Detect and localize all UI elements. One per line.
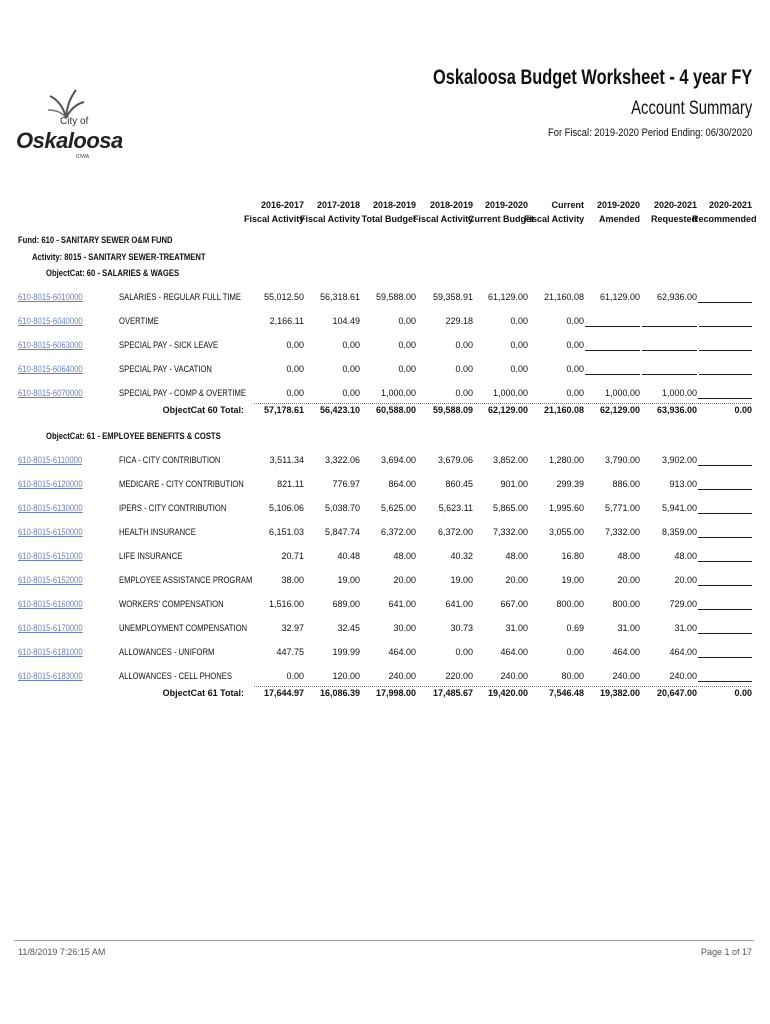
- city-logo: [16, 88, 123, 168]
- cell-value: 447.75: [276, 647, 304, 657]
- cell-value: 1,000.00: [492, 388, 528, 398]
- cell-value: 0.00: [510, 364, 528, 374]
- section-total-row: [0, 405, 770, 419]
- entry-blank[interactable]: [699, 326, 752, 327]
- cell-value: 464.00: [612, 647, 640, 657]
- cell-value: 40.48: [337, 551, 360, 561]
- cell-value: 8,359.00: [661, 527, 697, 537]
- cell-value: 0.00: [342, 388, 360, 398]
- cell-value: 80.00: [561, 671, 584, 681]
- account-link[interactable]: 610-8015-6183000: [18, 671, 83, 681]
- cell-value: 20.71: [281, 551, 304, 561]
- table-row: [0, 623, 770, 639]
- report-subtitle: Account Summary: [630, 98, 752, 119]
- cell-value: 641.00: [388, 599, 416, 609]
- account-description: IPERS - CITY CONTRIBUTION: [119, 503, 227, 513]
- account-link[interactable]: 610-8015-6120000: [18, 479, 83, 489]
- cell-value: 19.00: [450, 575, 473, 585]
- account-description: SPECIAL PAY - COMP & OVERTIME: [119, 388, 246, 398]
- account-description: MEDICARE - CITY CONTRIBUTION: [119, 479, 244, 489]
- cell-value: 31.00: [505, 623, 528, 633]
- cell-value: 860.45: [445, 479, 473, 489]
- logo-name-text: Oskaloosa: [16, 128, 123, 153]
- cell-value: 30.00: [393, 623, 416, 633]
- cell-value: 48.00: [617, 551, 640, 561]
- entry-blank[interactable]: [585, 350, 640, 351]
- account-link[interactable]: 610-8015-6130000: [18, 503, 83, 513]
- total-value: 0.00: [734, 405, 752, 415]
- print-timestamp: 11/8/2019 7:26:15 AM: [18, 947, 106, 957]
- cell-value: 48.00: [505, 551, 528, 561]
- cell-value: 120.00: [332, 671, 360, 681]
- entry-blank[interactable]: [698, 585, 752, 586]
- column-header-line2: Fiscal Activity: [300, 214, 361, 224]
- entry-blank[interactable]: [698, 681, 752, 682]
- entry-blank[interactable]: [698, 633, 752, 634]
- entry-blank[interactable]: [699, 374, 752, 375]
- column-header-line1: 2019-2020: [484, 200, 528, 210]
- cell-value: 1,516.00: [268, 599, 304, 609]
- cell-value: 1,995.60: [548, 503, 584, 513]
- entry-blank[interactable]: [698, 561, 752, 562]
- column-header-line2: Requested: [650, 214, 697, 224]
- account-link[interactable]: 610-8015-6040000: [18, 316, 83, 326]
- column-header-line1: Current: [551, 200, 584, 210]
- account-link[interactable]: 610-8015-6064000: [18, 364, 83, 374]
- total-value: 17,644.97: [263, 688, 304, 698]
- cell-value: 5,941.00: [661, 503, 697, 513]
- total-value: 16,086.39: [319, 688, 360, 698]
- cell-value: 5,623.11: [438, 503, 473, 513]
- cell-value: 864.00: [388, 479, 416, 489]
- cell-value: 689.00: [332, 599, 360, 609]
- cell-value: 30.73: [450, 623, 473, 633]
- column-header: [244, 198, 304, 226]
- cell-value: 5,847.74: [324, 527, 360, 537]
- table-row: [0, 575, 770, 591]
- column-header-line1: 2017-2018: [316, 200, 360, 210]
- account-description: UNEMPLOYMENT COMPENSATION: [119, 623, 248, 633]
- cell-value: 800.00: [556, 599, 584, 609]
- cell-value: 21,160.08: [543, 292, 584, 302]
- cell-value: 0.00: [566, 647, 584, 657]
- cell-value: 48.00: [393, 551, 416, 561]
- cell-value: 800.00: [612, 599, 640, 609]
- total-value: 59,588.09: [432, 405, 473, 415]
- cell-value: 0.00: [286, 340, 304, 350]
- cell-value: 3,694.00: [380, 455, 416, 465]
- cell-value: 886.00: [612, 479, 640, 489]
- account-link[interactable]: 610-8015-6070000: [18, 388, 83, 398]
- cell-value: 6,372.00: [380, 527, 416, 537]
- cell-value: 20.00: [674, 575, 697, 585]
- total-value: 19,382.00: [599, 688, 640, 698]
- entry-blank[interactable]: [642, 326, 697, 327]
- cell-value: 0.69: [566, 623, 584, 633]
- account-description: LIFE INSURANCE: [119, 551, 183, 561]
- cell-value: 3,511.34: [269, 455, 304, 465]
- cell-value: 0.00: [398, 340, 416, 350]
- account-description: OVERTIME: [119, 316, 159, 326]
- cell-value: 0.00: [455, 364, 473, 374]
- cell-value: 40.32: [450, 551, 473, 561]
- entry-blank[interactable]: [585, 326, 640, 327]
- table-row: [0, 316, 770, 332]
- cell-value: 31.00: [617, 623, 640, 633]
- cell-value: 299.39: [556, 479, 584, 489]
- cell-value: 5,038.70: [324, 503, 360, 513]
- cell-value: 61,129.00: [487, 292, 528, 302]
- cell-value: 1,000.00: [661, 388, 697, 398]
- cell-value: 7,332.00: [492, 527, 528, 537]
- column-header: [468, 198, 534, 226]
- table-row: [0, 292, 770, 308]
- account-link[interactable]: 610-8015-6170000: [18, 623, 83, 633]
- cell-value: 31.00: [674, 623, 697, 633]
- table-row: [0, 503, 770, 519]
- column-header: [413, 198, 473, 226]
- cell-value: 2,166.11: [269, 316, 304, 326]
- entry-blank[interactable]: [642, 350, 697, 351]
- entry-blank[interactable]: [698, 465, 752, 466]
- column-header-line1: 2018-2019: [372, 200, 416, 210]
- total-value: 62,129.00: [599, 405, 640, 415]
- table-row: [0, 527, 770, 543]
- cell-value: 5,625.00: [380, 503, 416, 513]
- cell-value: 5,106.06: [268, 503, 304, 513]
- account-description: SPECIAL PAY - VACATION: [119, 364, 212, 374]
- account-link[interactable]: 610-8015-6151000: [18, 551, 83, 561]
- table-row: [0, 479, 770, 495]
- table-row: [0, 388, 770, 404]
- cell-value: 7,332.00: [604, 527, 640, 537]
- cell-value: 61,129.00: [599, 292, 640, 302]
- report-title: Oskaloosa Budget Worksheet - 4 year FY: [432, 66, 752, 89]
- cell-value: 220.00: [445, 671, 473, 681]
- section-total-row: [0, 688, 770, 702]
- entry-blank[interactable]: [699, 350, 752, 351]
- total-value: 60,588.00: [375, 405, 416, 415]
- column-header-line1: 2018-2019: [429, 200, 473, 210]
- cell-value: 62,936.00: [656, 292, 697, 302]
- fund-label: Fund: 610 - SANITARY SEWER O&M FUND: [18, 235, 173, 245]
- cell-value: 0.00: [510, 316, 528, 326]
- cell-value: 32.45: [337, 623, 360, 633]
- column-header-line2: Amended: [598, 214, 640, 224]
- account-description: HEALTH INSURANCE: [119, 527, 196, 537]
- cell-value: 3,055.00: [548, 527, 584, 537]
- page-number: Page 1 of 17: [700, 947, 752, 957]
- cell-value: 901.00: [500, 479, 528, 489]
- cell-value: 59,588.00: [375, 292, 416, 302]
- column-header-line1: 2016-2017: [260, 200, 304, 210]
- column-header-line1: 2020-2021: [653, 200, 697, 210]
- total-value: 56,423.10: [319, 405, 360, 415]
- cell-value: 1,280.00: [548, 455, 584, 465]
- account-description: FICA - CITY CONTRIBUTION: [119, 455, 221, 465]
- cell-value: 0.00: [566, 340, 584, 350]
- cell-value: 667.00: [500, 599, 528, 609]
- cell-value: 0.00: [286, 364, 304, 374]
- cell-value: 19.00: [337, 575, 360, 585]
- cell-value: 776.97: [332, 479, 360, 489]
- cell-value: 229.18: [445, 316, 473, 326]
- cell-value: 19.00: [561, 575, 584, 585]
- entry-blank[interactable]: [698, 609, 752, 610]
- cell-value: 641.00: [445, 599, 473, 609]
- account-description: WORKERS' COMPENSATION: [119, 599, 224, 609]
- cell-value: 20.00: [505, 575, 528, 585]
- total-value: 21,160.08: [543, 405, 584, 415]
- cell-value: 20.00: [617, 575, 640, 585]
- cell-value: 0.00: [510, 340, 528, 350]
- total-value: 63,936.00: [656, 405, 697, 415]
- cell-value: 56,318.61: [319, 292, 360, 302]
- cell-value: 199.99: [332, 647, 360, 657]
- logo-state-text: IOWA: [76, 154, 90, 160]
- cell-value: 104.49: [332, 316, 360, 326]
- account-description: SALARIES - REGULAR FULL TIME: [119, 292, 242, 302]
- cell-value: 0.00: [286, 671, 304, 681]
- cell-value: 0.00: [398, 316, 416, 326]
- cell-value: 38.00: [281, 575, 304, 585]
- total-value: 0.00: [734, 688, 752, 698]
- activity-label: Activity: 8015 - SANITARY SEWER-TREATMENT: [32, 252, 206, 262]
- table-row: [0, 364, 770, 380]
- cell-value: 0.00: [455, 647, 473, 657]
- entry-blank[interactable]: [698, 398, 752, 399]
- cell-value: 48.00: [674, 551, 697, 561]
- cell-value: 464.00: [669, 647, 697, 657]
- table-row: [0, 340, 770, 356]
- cell-value: 0.00: [566, 316, 584, 326]
- cell-value: 32.97: [281, 623, 304, 633]
- cell-value: 0.00: [566, 388, 584, 398]
- cell-value: 0.00: [342, 340, 360, 350]
- total-value: 7,546.48: [548, 688, 584, 698]
- cell-value: 20.00: [393, 575, 416, 585]
- cell-value: 3,902.00: [661, 455, 697, 465]
- cell-value: 0.00: [455, 388, 473, 398]
- logo-city-text: City of: [60, 116, 89, 127]
- column-header-line2: Fiscal Activity: [524, 214, 585, 224]
- total-label: ObjectCat 61 Total:: [162, 688, 244, 698]
- column-header-line2: Recommended: [692, 214, 757, 224]
- account-description: ALLOWANCES - UNIFORM: [119, 647, 215, 657]
- section-heading: ObjectCat: 60 - SALARIES & WAGES: [46, 268, 180, 278]
- table-row: [0, 671, 770, 687]
- account-description: SPECIAL PAY - SICK LEAVE: [119, 340, 219, 350]
- column-header-line1: 2020-2021: [708, 200, 752, 210]
- total-label: ObjectCat 60 Total:: [162, 405, 244, 415]
- account-link[interactable]: 610-8015-6152000: [18, 575, 83, 585]
- entry-blank[interactable]: [698, 537, 752, 538]
- cell-value: 464.00: [388, 647, 416, 657]
- account-link[interactable]: 610-8015-6150000: [18, 527, 83, 537]
- column-header: [300, 198, 360, 226]
- cell-value: 240.00: [500, 671, 528, 681]
- column-header-line2: Fiscal Activity: [413, 214, 474, 224]
- entry-blank[interactable]: [698, 489, 752, 490]
- entry-blank[interactable]: [642, 374, 697, 375]
- total-divider: [254, 686, 751, 687]
- cell-value: 0.00: [286, 388, 304, 398]
- account-link[interactable]: 610-8015-6181000: [18, 647, 83, 657]
- section-heading: ObjectCat: 61 - EMPLOYEE BENEFITS & COSTS: [46, 431, 221, 441]
- cell-value: 0.00: [455, 340, 473, 350]
- cell-value: 3,679.06: [437, 455, 473, 465]
- column-header: [637, 198, 697, 226]
- cell-value: 0.00: [398, 364, 416, 374]
- cell-value: 5,865.00: [492, 503, 528, 513]
- cell-value: 3,790.00: [604, 455, 640, 465]
- cell-value: 1,000.00: [380, 388, 416, 398]
- account-description: ALLOWANCES - CELL PHONES: [119, 671, 232, 681]
- cell-value: 5,771.00: [604, 503, 640, 513]
- total-value: 20,647.00: [656, 688, 697, 698]
- column-header: [524, 198, 584, 226]
- column-header-line2: Total Budget: [361, 214, 416, 224]
- account-link[interactable]: 610-8015-6110000: [18, 455, 83, 465]
- entry-blank[interactable]: [585, 374, 640, 375]
- entry-blank[interactable]: [698, 657, 752, 658]
- column-header: [580, 198, 640, 226]
- cell-value: 59,358.91: [432, 292, 473, 302]
- column-header-line1: 2019-2020: [596, 200, 640, 210]
- total-value: 62,129.00: [487, 405, 528, 415]
- table-row: [0, 599, 770, 615]
- cell-value: 6,372.00: [437, 527, 473, 537]
- cell-value: 464.00: [500, 647, 528, 657]
- table-row: [0, 551, 770, 567]
- table-row: [0, 455, 770, 471]
- total-value: 19,420.00: [487, 688, 528, 698]
- entry-blank[interactable]: [698, 302, 752, 303]
- column-header-line2: Fiscal Activity: [244, 214, 305, 224]
- account-description: EMPLOYEE ASSISTANCE PROGRAM: [119, 575, 253, 585]
- account-link[interactable]: 610-8015-6160000: [18, 599, 83, 609]
- total-value: 17,485.67: [432, 688, 473, 698]
- footer-divider: [14, 940, 754, 941]
- total-value: 17,998.00: [375, 688, 416, 698]
- cell-value: 3,322.06: [324, 455, 360, 465]
- cell-value: 821.11: [277, 479, 304, 489]
- column-header-line2: Current Budget: [468, 214, 534, 224]
- cell-value: 55,012.50: [263, 292, 304, 302]
- column-header: [356, 198, 416, 226]
- account-link[interactable]: 610-8015-6063000: [18, 340, 83, 350]
- cell-value: 3,852.00: [492, 455, 528, 465]
- table-row: [0, 647, 770, 663]
- entry-blank[interactable]: [698, 513, 752, 514]
- total-value: 57,178.61: [263, 405, 304, 415]
- column-header: [692, 198, 757, 226]
- cell-value: 913.00: [669, 479, 697, 489]
- total-divider: [254, 403, 751, 404]
- cell-value: 16.80: [561, 551, 584, 561]
- cell-value: 0.00: [566, 364, 584, 374]
- cell-value: 1,000.00: [604, 388, 640, 398]
- cell-value: 240.00: [388, 671, 416, 681]
- fiscal-period: For Fiscal: 2019-2020 Period Ending: 06/30/2020: [547, 127, 752, 139]
- account-link[interactable]: 610-8015-6010000: [18, 292, 83, 302]
- cell-value: 240.00: [669, 671, 697, 681]
- cell-value: 6,151.03: [268, 527, 304, 537]
- cell-value: 240.00: [612, 671, 640, 681]
- cell-value: 0.00: [342, 364, 360, 374]
- cell-value: 729.00: [669, 599, 697, 609]
